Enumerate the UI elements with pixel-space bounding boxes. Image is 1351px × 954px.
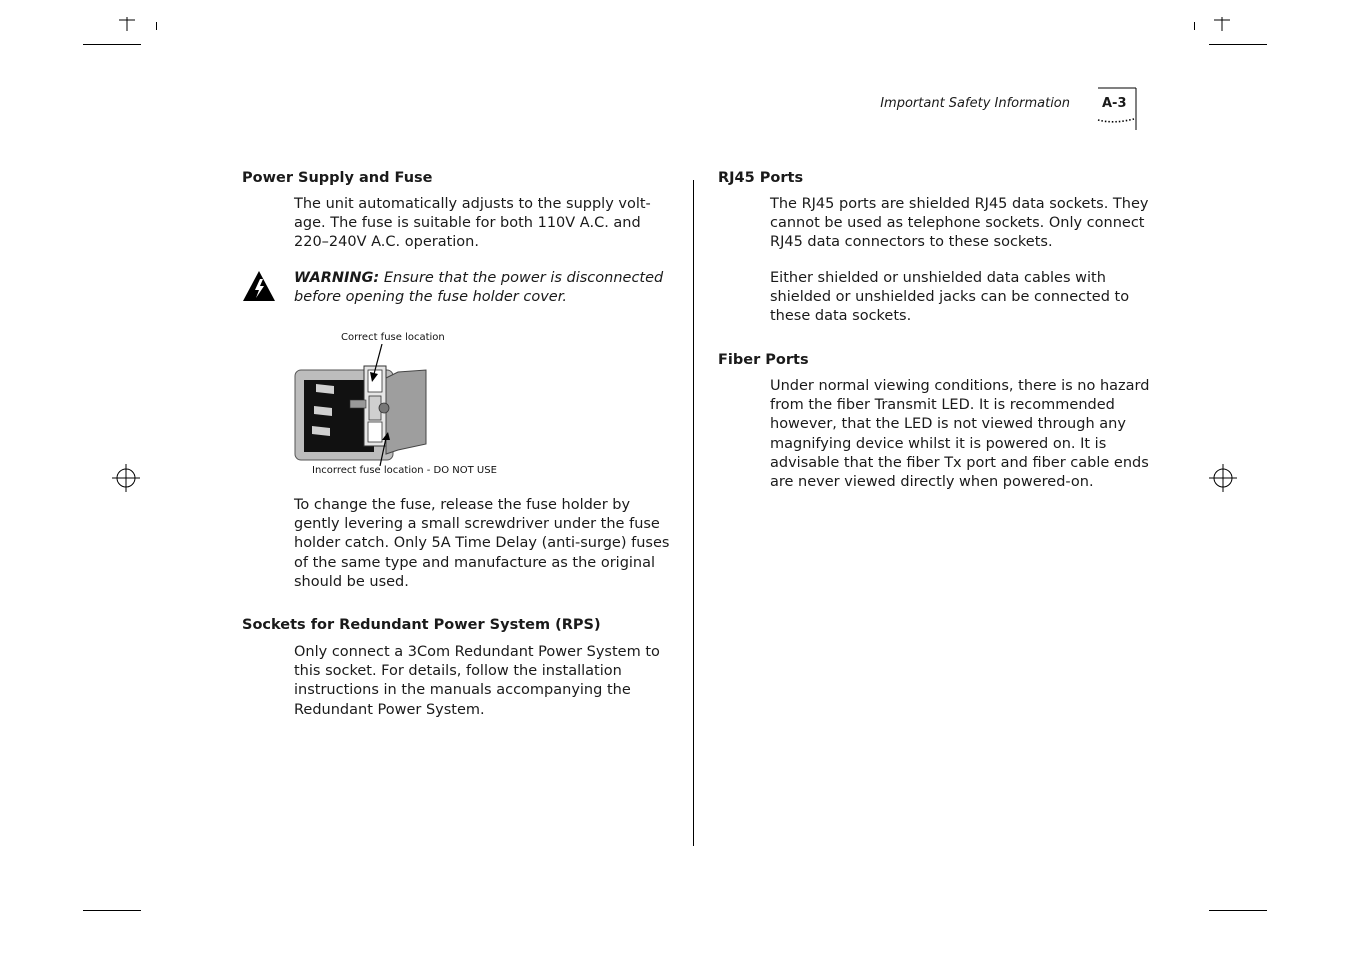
fiber-paragraph — [770, 377, 1149, 492]
text-line: RJ45 data connectors to these sockets. — [770, 234, 1053, 251]
text-line: age. The fuse is suitable for both 110V A.C. and — [294, 215, 641, 232]
text-line: shielded or unshielded jacks can be connected to — [770, 289, 1130, 306]
page-number-frame — [1094, 86, 1140, 132]
text-line: Either shielded or unshielded data cables with — [770, 270, 1106, 286]
text-line: from the fiber Transmit LED. It is recommended — [770, 397, 1115, 414]
registration-mark-icon — [112, 464, 140, 492]
figure-label-incorrect: Incorrect fuse location - DO NOT USE — [312, 465, 497, 476]
text-line: Redundant Power System. — [294, 701, 485, 718]
text-line: of the same type and manufacture as the original — [294, 554, 656, 571]
fuse-holder-figure — [294, 344, 434, 466]
figure-label-correct: Correct fuse location — [341, 332, 445, 343]
text-line: The RJ45 ports are shielded RJ45 data sockets. They — [770, 196, 1149, 212]
fiber-heading: Fiber Ports — [718, 352, 809, 368]
page-number: A-3 — [1102, 96, 1127, 111]
text-line: advisable that the fiber Tx port and fiber cable ends — [770, 454, 1149, 471]
registration-mark-icon — [118, 16, 136, 32]
text-line: before opening the fuse holder cover. — [294, 289, 567, 306]
warning-icon — [242, 270, 276, 302]
text-line: cannot be used as telephone sockets. Only connect — [770, 215, 1145, 232]
crop-mark-icon — [1209, 910, 1267, 911]
text-line: this socket. For details, follow the installation — [294, 663, 622, 680]
rj45-paragraph-1 — [770, 195, 1148, 253]
text-line: To change the fuse, release the fuse holder by — [294, 497, 631, 513]
text-line: magnifying device whilst it is powered on. It is — [770, 435, 1107, 452]
text-line: holder catch. Only 5A Time Delay (anti-surge) fuses — [294, 535, 670, 552]
crop-mark-icon — [83, 44, 141, 45]
crop-mark-icon — [1194, 22, 1195, 30]
text-line: are never viewed directly when powered-on. — [770, 474, 1094, 491]
text-line: Under normal viewing conditions, there is no hazard — [770, 378, 1150, 394]
crop-mark-icon — [83, 910, 141, 911]
text-line: should be used. — [294, 573, 409, 590]
warning-text — [294, 269, 663, 307]
text-line: Ensure that the power is disconnected — [383, 270, 664, 286]
column-divider — [693, 180, 694, 846]
text-line: gently levering a small screwdriver under the fuse — [294, 516, 660, 533]
text-line: Only connect a 3Com Redundant Power System to — [294, 644, 660, 660]
crop-mark-icon — [1209, 44, 1267, 45]
running-head: Important Safety Information — [880, 96, 1070, 111]
rj45-heading: RJ45 Ports — [718, 170, 804, 186]
rps-paragraph — [294, 643, 660, 720]
registration-mark-icon — [1209, 464, 1237, 492]
rj45-paragraph-2 — [770, 269, 1129, 327]
warning-label: WARNING: — [294, 270, 380, 286]
text-line: The unit automatically adjusts to the supply volt- — [294, 196, 651, 212]
power-supply-heading: Power Supply and Fuse — [242, 170, 433, 186]
registration-mark-icon — [1213, 16, 1231, 32]
text-line: however, that the LED is not viewed through any — [770, 416, 1126, 433]
rps-heading: Sockets for Redundant Power System (RPS) — [242, 617, 601, 633]
power-supply-paragraph — [294, 195, 651, 253]
text-line: instructions in the manuals accompanying the — [294, 682, 631, 699]
text-line: 220–240V A.C. operation. — [294, 234, 479, 251]
crop-mark-icon — [156, 22, 157, 30]
text-line: these data sockets. — [770, 308, 912, 325]
fuse-change-paragraph — [294, 496, 669, 592]
